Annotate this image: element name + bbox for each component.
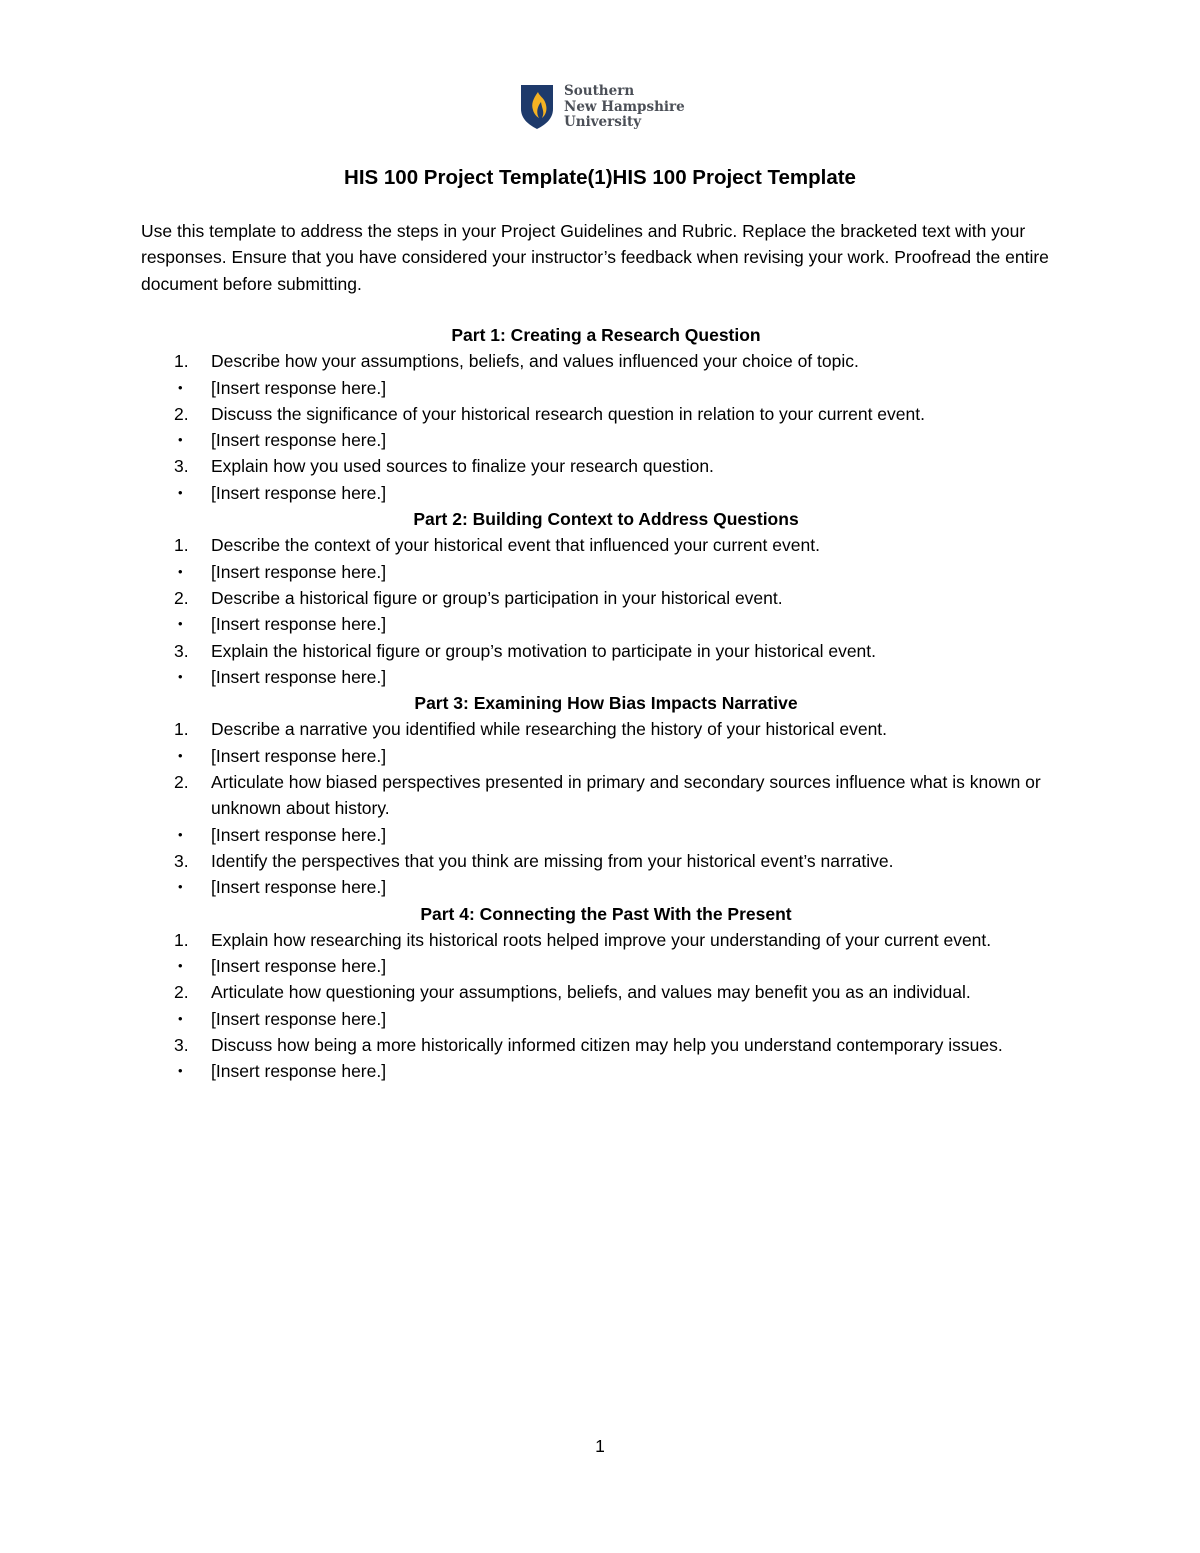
response-placeholder[interactable]: [Insert response here.] bbox=[211, 745, 387, 766]
item-number: 2. bbox=[174, 982, 189, 1003]
item-number: 3. bbox=[174, 640, 189, 661]
prompt-item bbox=[141, 716, 1071, 742]
item-number: 2. bbox=[174, 587, 189, 608]
bullet-icon: • bbox=[178, 616, 183, 632]
item-number: 2. bbox=[174, 772, 189, 793]
bullet-icon: • bbox=[178, 747, 183, 763]
prompt-text: Explain the historical figure or group’s motivation to participate in your historical event. bbox=[211, 640, 877, 661]
item-number: 1. bbox=[174, 719, 189, 740]
bullet-icon: • bbox=[178, 879, 183, 895]
bullet-icon: • bbox=[178, 563, 183, 579]
logo-line-1: Southern bbox=[564, 83, 635, 99]
prompt-text: Describe a narrative you identified while researching the history of your historical event. bbox=[211, 719, 888, 740]
item-number: 3. bbox=[174, 456, 189, 477]
prompt-item bbox=[141, 769, 1071, 822]
response-item[interactable] bbox=[141, 1006, 1071, 1032]
item-number: 2. bbox=[174, 403, 189, 424]
prompt-item bbox=[141, 585, 1071, 611]
prompt-item bbox=[141, 348, 1071, 374]
prompt-text: Explain how you used sources to finalize your research question. bbox=[211, 456, 714, 477]
response-placeholder[interactable]: [Insert response here.] bbox=[211, 1061, 387, 1082]
bullet-icon: • bbox=[178, 379, 183, 395]
item-number: 1. bbox=[174, 351, 189, 372]
logo-line-3: University bbox=[564, 114, 642, 130]
response-item[interactable] bbox=[141, 480, 1071, 506]
prompt-item bbox=[141, 927, 1071, 953]
response-placeholder[interactable]: [Insert response here.] bbox=[211, 430, 387, 451]
prompt-text: Explain how researching its historical roots helped improve your understanding of your current event. bbox=[211, 929, 992, 950]
prompt-item bbox=[141, 401, 1071, 427]
prompt-text: Articulate how questioning your assumptions, beliefs, and values may benefit you as an individual. bbox=[211, 982, 971, 1003]
prompt-text: Articulate how biased perspectives presented in primary and secondary sources influence what is known or unknown about history. bbox=[211, 772, 1041, 819]
section-heading: Part 2: Building Context to Address Questions bbox=[413, 509, 799, 530]
section-heading: Part 3: Examining How Bias Impacts Narrative bbox=[414, 693, 798, 714]
prompt-text: Describe the context of your historical event that influenced your current event. bbox=[211, 535, 820, 556]
response-item[interactable] bbox=[141, 743, 1071, 769]
logo-line-2: New Hampshire bbox=[564, 98, 685, 115]
response-item[interactable] bbox=[141, 375, 1071, 401]
response-placeholder[interactable]: [Insert response here.] bbox=[211, 1008, 387, 1029]
prompt-item bbox=[141, 532, 1071, 558]
response-placeholder[interactable]: [Insert response here.] bbox=[211, 956, 387, 977]
response-item[interactable] bbox=[141, 1058, 1071, 1084]
bullet-icon: • bbox=[178, 484, 183, 500]
prompt-item bbox=[141, 453, 1071, 479]
item-number: 1. bbox=[174, 535, 189, 556]
prompt-item bbox=[141, 848, 1071, 874]
response-item[interactable] bbox=[141, 611, 1071, 637]
response-item[interactable] bbox=[141, 559, 1071, 585]
prompt-item bbox=[141, 638, 1071, 664]
bullet-icon: • bbox=[178, 958, 183, 974]
item-number: 1. bbox=[174, 929, 189, 950]
prompt-text: Discuss how being a more historically informed citizen may help you understand contemporary issues. bbox=[211, 1035, 1003, 1056]
prompt-text: Identify the perspectives that you think are missing from your historical event’s narrative. bbox=[211, 850, 894, 871]
bullet-icon: • bbox=[178, 826, 183, 842]
response-placeholder[interactable]: [Insert response here.] bbox=[211, 377, 387, 398]
bullet-icon: • bbox=[178, 1063, 183, 1079]
response-placeholder[interactable]: [Insert response here.] bbox=[211, 482, 387, 503]
response-item[interactable] bbox=[141, 953, 1071, 979]
bullet-icon: • bbox=[178, 668, 183, 684]
response-item[interactable] bbox=[141, 664, 1071, 690]
shield-flame-icon bbox=[520, 84, 554, 130]
item-number: 3. bbox=[174, 850, 189, 871]
document-title: HIS 100 Project Template(1)HIS 100 Project Template bbox=[344, 166, 856, 189]
section-heading: Part 4: Connecting the Past With the Present bbox=[420, 903, 792, 924]
response-item[interactable] bbox=[141, 822, 1071, 848]
page-number: 1 bbox=[595, 1436, 605, 1456]
prompt-item bbox=[141, 979, 1071, 1005]
response-placeholder[interactable]: [Insert response here.] bbox=[211, 877, 387, 898]
prompt-item bbox=[141, 1032, 1071, 1058]
response-item[interactable] bbox=[141, 427, 1071, 453]
prompt-text: Discuss the significance of your historical research question in relation to your current event. bbox=[211, 403, 925, 424]
item-number: 3. bbox=[174, 1035, 189, 1056]
bullet-icon: • bbox=[178, 1010, 183, 1026]
prompt-text: Describe a historical figure or group’s participation in your historical event. bbox=[211, 587, 783, 608]
bullet-icon: • bbox=[178, 432, 183, 448]
intro-paragraph: Use this template to address the steps in your Project Guidelines and Rubric. Replace the bracketed text with your responses. Ensure that you have considered your instructor’s feedback when revising your work. Proofread the entire document before submitting. bbox=[141, 221, 1049, 294]
section-heading: Part 1: Creating a Research Question bbox=[451, 325, 761, 345]
prompt-text: Describe how your assumptions, beliefs, and values influenced your choice of topic. bbox=[211, 351, 859, 372]
response-placeholder[interactable]: [Insert response here.] bbox=[211, 614, 387, 635]
university-logo bbox=[520, 84, 685, 131]
document-body bbox=[141, 322, 1071, 1085]
response-placeholder[interactable]: [Insert response here.] bbox=[211, 824, 387, 845]
response-placeholder[interactable]: [Insert response here.] bbox=[211, 666, 387, 687]
response-placeholder[interactable]: [Insert response here.] bbox=[211, 561, 387, 582]
response-item[interactable] bbox=[141, 874, 1071, 900]
